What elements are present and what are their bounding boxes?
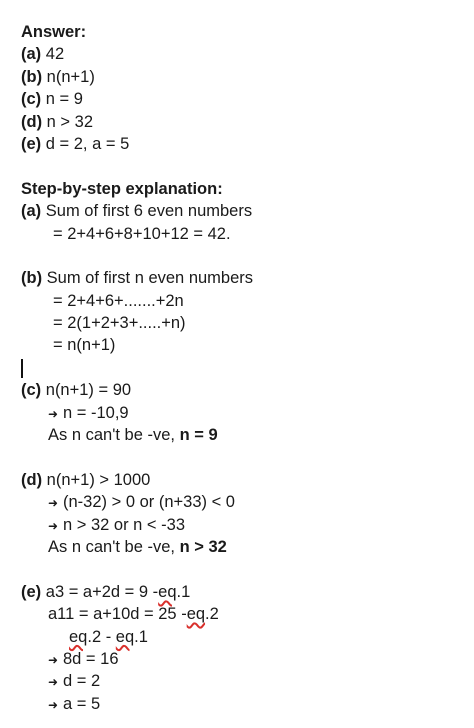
- part-label: (d): [21, 470, 43, 489]
- explanation-d-line1: [21, 469, 461, 491]
- answer-heading: Answer:: [21, 23, 87, 41]
- explanation-b-line1: [21, 267, 461, 289]
- explanation-b-line2: = 2+4+6+.......+2n: [53, 291, 184, 310]
- spellcheck-word[interactable]: eq: [115, 627, 135, 646]
- step-result: n = 9: [179, 426, 218, 445]
- part-label: (c): [21, 381, 42, 400]
- step-text: .2 -: [87, 627, 116, 646]
- answer-item-c: [21, 88, 461, 110]
- answer-item-a: [21, 43, 461, 65]
- answer-label: (a): [21, 45, 42, 64]
- step-text: n(n+1) = 90: [45, 381, 132, 400]
- arrow-right-icon: ➜: [48, 496, 59, 511]
- step-result: n > 32: [179, 537, 227, 556]
- explanation-e-line3: [21, 626, 461, 648]
- arrow-right-icon: ➜: [48, 675, 59, 690]
- answer-value: n(n+1): [46, 67, 95, 86]
- arrow-right-icon: ➜: [48, 406, 59, 421]
- explanation-heading: Step-by-step explanation:: [21, 179, 223, 198]
- text-cursor: [21, 359, 23, 378]
- step-text: Sum of first 6 even numbers: [45, 202, 253, 221]
- part-label: (e): [21, 582, 42, 601]
- explanation-b-line3: = 2(1+2+3+.....+n): [53, 314, 186, 333]
- step-text: .1: [176, 582, 191, 601]
- spellcheck-word[interactable]: eq: [158, 582, 177, 601]
- step-text: Sum of first n even numbers: [46, 269, 254, 288]
- explanation-e-line2: [21, 603, 461, 625]
- answer-label: (c): [21, 90, 42, 109]
- spacer: [21, 245, 461, 267]
- step-text: n(n+1) > 1000: [46, 470, 151, 489]
- answer-item-b: [21, 66, 461, 88]
- explanation-c-line1: [21, 379, 461, 401]
- answer-item-e: [21, 133, 461, 155]
- spellcheck-word[interactable]: eq: [186, 605, 206, 624]
- spellcheck-word[interactable]: eq: [69, 627, 88, 646]
- step-text: n = -10,9: [63, 403, 129, 422]
- explanation-e-line4: [21, 648, 461, 670]
- explanation-e-line1: [21, 581, 461, 603]
- step-text: As n can't be -ve,: [48, 426, 180, 445]
- arrow-right-icon: ➜: [48, 697, 59, 712]
- step-text: (n-32) > 0 or (n+33) < 0: [63, 493, 235, 512]
- explanation-d-line2: [21, 491, 461, 513]
- explanation-c-line3: [21, 424, 461, 446]
- answer-value: n > 32: [46, 112, 94, 131]
- answer-label: (b): [21, 67, 43, 86]
- cursor-line: [21, 357, 461, 379]
- answer-value: d = 2, a = 5: [45, 134, 130, 153]
- step-text: 8d = 16: [63, 649, 119, 668]
- step-text: a3 = a+2d = 9 -: [45, 582, 159, 601]
- part-label: (a): [21, 202, 42, 221]
- step-text: As n can't be -ve,: [48, 537, 180, 556]
- spacer: [21, 558, 461, 580]
- part-label: (b): [21, 269, 43, 288]
- spacer: [21, 155, 461, 177]
- answer-label: (d): [21, 112, 43, 131]
- explanation-b-line4: = n(n+1): [53, 336, 116, 355]
- explanation-a-line1: [21, 200, 461, 222]
- answer-label: (e): [21, 134, 42, 153]
- explanation-d-line4: [21, 536, 461, 558]
- explanation-d-line3: [21, 514, 461, 536]
- step-text: d = 2: [63, 672, 101, 691]
- step-text: a11 = a+10d = 25 -: [48, 605, 187, 624]
- explanation-e-line5: [21, 670, 461, 692]
- step-text: .2: [205, 605, 219, 624]
- step-text: .1: [134, 627, 148, 646]
- answer-item-d: [21, 111, 461, 133]
- step-text: a = 5: [63, 694, 101, 713]
- answer-value: n = 9: [45, 90, 83, 109]
- arrow-right-icon: ➜: [48, 518, 59, 533]
- spacer: [21, 446, 461, 468]
- explanation-c-line2: [21, 402, 461, 424]
- answer-value: 42: [45, 45, 65, 64]
- explanation-a-line2: = 2+4+6+8+10+12 = 42.: [53, 224, 231, 243]
- explanation-e-line6: [21, 693, 461, 715]
- arrow-right-icon: ➜: [48, 652, 59, 667]
- document: [21, 21, 461, 715]
- step-text: n > 32 or n < -33: [63, 515, 186, 534]
